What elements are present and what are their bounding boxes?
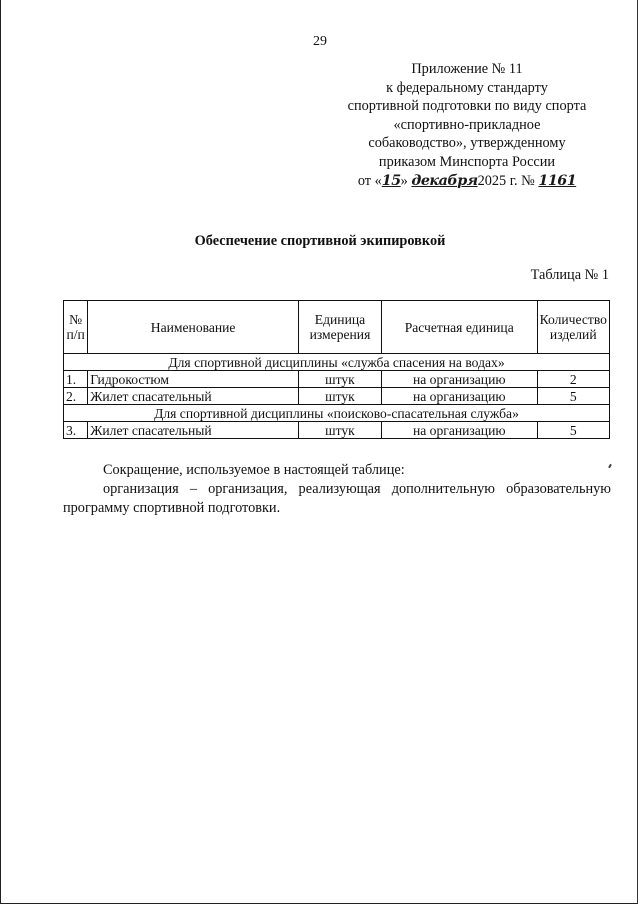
table-header-row: [64, 301, 610, 354]
appendix-line-3: спортивной подготовки по виду спорта: [347, 98, 587, 115]
appendix-line-5: собаководство», утвержденному: [368, 135, 566, 152]
cell-unit: штук: [299, 371, 382, 388]
cell-name: Жилет спасательный: [88, 422, 299, 439]
table-row: [64, 422, 610, 439]
cell-qty: 5: [537, 422, 609, 439]
date-day-handwritten: 15: [381, 172, 401, 189]
date-year: 2025 г. №: [477, 172, 535, 189]
table-row: [64, 388, 610, 405]
header-name: Наименование: [88, 301, 299, 354]
page-number: 29: [313, 34, 327, 49]
cell-calc: на организацию: [381, 422, 537, 439]
abbreviation-intro: Сокращение, используемое в настоящей таблице:: [103, 462, 405, 478]
header-num: № п/п: [64, 301, 88, 354]
section-title: Для спортивной дисциплины «поисково-спасательная служба»: [64, 405, 610, 422]
section-row: [64, 354, 610, 371]
cell-qty: 5: [537, 388, 609, 405]
date-month-handwritten: декабря: [411, 172, 478, 189]
date-prefix: от «: [357, 172, 382, 189]
appendix-line-4: «спортивно-прикладное: [393, 116, 541, 133]
cell-num: 1.: [64, 371, 88, 388]
equipment-table: [63, 300, 610, 439]
cell-name: Гидрокостюм: [88, 371, 299, 388]
header-qty: Количество изделий: [537, 301, 609, 354]
cell-num: 3.: [64, 422, 88, 439]
header-calc: Расчетная единица: [381, 301, 537, 354]
cell-unit: штук: [299, 422, 382, 439]
cell-name: Жилет спасательный: [88, 388, 299, 405]
document-title: Обеспечение спортивной экипировкой: [194, 233, 446, 249]
date-mid: »: [400, 172, 408, 189]
order-number-handwritten: 1161: [538, 172, 577, 189]
appendix-line-1: Приложение № 11: [411, 61, 523, 77]
cell-num: 2.: [64, 388, 88, 405]
appendix-line-2: к федеральному стандарту: [386, 79, 548, 96]
order-date-line: [327, 172, 607, 191]
header-unit: Единица измерения: [299, 301, 382, 354]
cell-unit: штук: [299, 388, 382, 405]
appendix-header: [327, 60, 607, 190]
appendix-line-6: приказом Минспорта России: [378, 153, 556, 170]
abbreviation-definition: организация – организация, реализующая дополнительную образовательную программу спортивной подготовки.: [63, 481, 611, 516]
cell-qty: 2: [537, 371, 609, 388]
cell-calc: на организацию: [381, 388, 537, 405]
section-title: Для спортивной дисциплины «служба спасения на водах»: [64, 354, 610, 371]
section-row: [64, 405, 610, 422]
cell-calc: на организацию: [381, 371, 537, 388]
table-label: Таблица № 1: [530, 267, 609, 283]
table-row: [64, 371, 610, 388]
